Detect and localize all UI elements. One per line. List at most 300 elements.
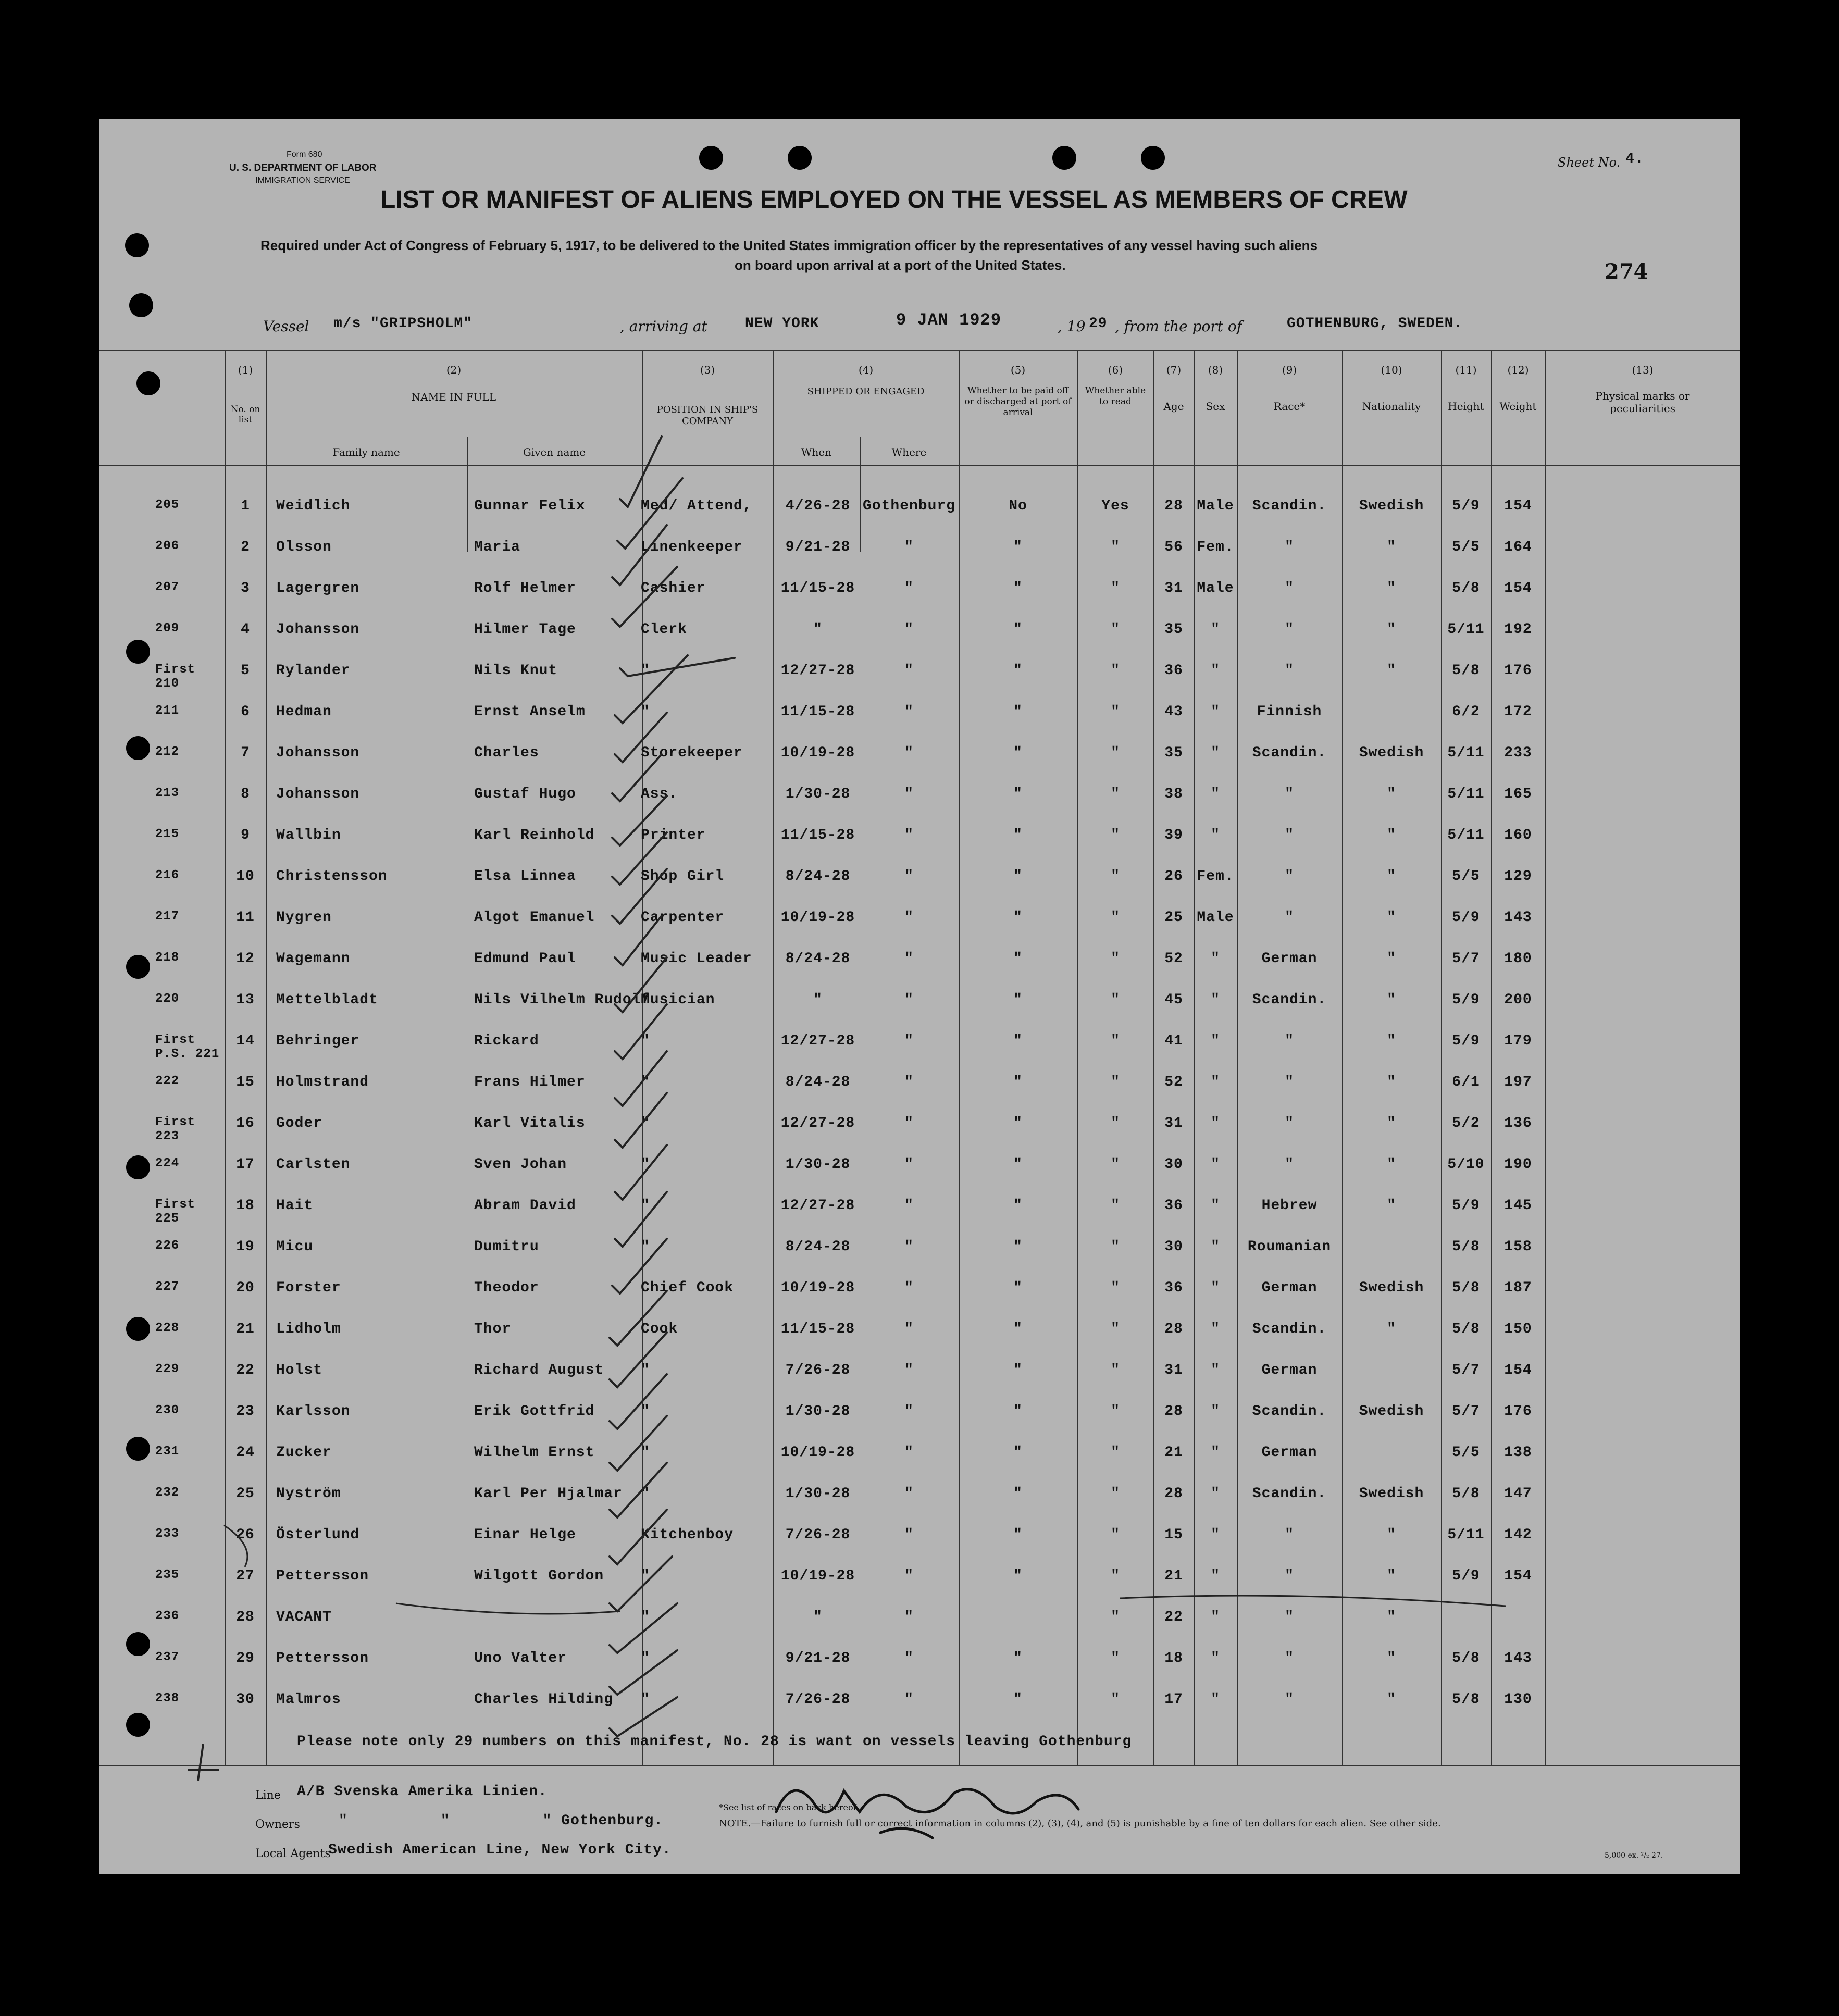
col-4a-header: When [801,446,832,458]
position: " [641,1115,650,1131]
nationality: " [1387,1074,1396,1090]
family-name: Carlsten [276,1156,351,1173]
shipped-where: " [904,1403,914,1420]
able-to-read: " [1111,704,1120,720]
weight: 165 [1504,786,1532,802]
position: Printer [641,827,706,843]
able-to-read: " [1111,1691,1120,1708]
nationality: " [1387,1033,1396,1049]
given-name: Nils Knut [474,663,558,679]
shipped-where: " [904,539,914,555]
race: " [1285,827,1294,843]
paid-off: " [1013,1527,1023,1543]
paid-off: " [1013,621,1023,638]
row-number: 23 [236,1403,255,1420]
weight: 154 [1504,1568,1532,1584]
weight: 154 [1504,498,1532,514]
position: " [641,1650,650,1666]
position: Cook [641,1321,678,1337]
weight: 154 [1504,580,1532,596]
paid-off: " [1013,1650,1023,1666]
family-name: Johansson [276,745,360,761]
row-number: 25 [236,1486,255,1502]
position: " [641,1239,650,1255]
shipped-where: " [904,1650,914,1666]
row-number: 9 [241,827,250,843]
race: " [1285,539,1294,555]
row-number: 17 [236,1156,255,1173]
height: 5/10 [1447,1156,1485,1173]
shipped-when: 7/26-28 [785,1527,851,1543]
family-name: VACANT [276,1609,332,1625]
arrival-date: 9 JAN 1929 [896,310,1002,330]
shipped-when: 8/24-28 [785,951,851,967]
age: 21 [1164,1568,1183,1584]
shipped-when: 10/19-28 [780,745,855,761]
sex: " [1211,1445,1220,1461]
nationality: " [1387,1568,1396,1584]
sex: " [1211,704,1220,720]
subtitle-line-1: Required under Act of Congress of February 5, 1917, to be delivered to the United States immigration officer by the representatives of any vessel having such aliens [260,238,1318,253]
sex: " [1211,1691,1220,1708]
given-name: Karl Reinhold [474,827,595,843]
shipped-where: " [904,951,914,967]
ref-number: 213 [155,786,180,800]
height: 5/5 [1452,539,1480,555]
age: 41 [1164,1033,1183,1049]
position: " [641,1198,650,1214]
weight: 172 [1504,704,1532,720]
family-name: Mettelbladt [276,992,378,1008]
nationality: " [1387,621,1396,638]
col-1-header: No. on list [230,404,260,425]
nationality: " [1387,910,1396,926]
height: 5/9 [1452,1198,1480,1214]
shipped-where: " [904,1239,914,1255]
shipped-where: " [904,1445,914,1461]
height: 5/11 [1447,1527,1485,1543]
height: 5/7 [1452,1403,1480,1420]
given-name: Maria [474,539,521,555]
weight: 147 [1504,1486,1532,1502]
shipped-when: 10/19-28 [780,1568,855,1584]
shipped-when: 10/19-28 [780,1445,855,1461]
col-13-number: (13) [1632,364,1654,376]
height: 5/7 [1452,951,1480,967]
family-name: Olsson [276,539,332,555]
weight: 197 [1504,1074,1532,1090]
row-number: 4 [241,621,250,638]
ref-number: 224 [155,1156,180,1171]
ref-number: 232 [155,1486,180,1500]
paid-off: " [1013,1033,1023,1049]
able-to-read: " [1111,910,1120,926]
col-1-number: (1) [238,364,253,376]
age: 26 [1164,868,1183,885]
sex: " [1211,1033,1220,1049]
height: 5/11 [1447,827,1485,843]
given-name: Richard August [474,1362,604,1378]
year-value: 29 [1089,316,1108,332]
paid-off: " [1013,1568,1023,1584]
owners-label: Owners [255,1818,300,1831]
position: " [641,1486,650,1502]
weight: 176 [1504,663,1532,679]
col-11-header: Height [1448,400,1484,413]
shipped-when: 9/21-28 [785,1650,851,1666]
height: 5/5 [1452,1445,1480,1461]
race: " [1285,1074,1294,1090]
given-name: Wilgott Gordon [474,1568,604,1584]
paid-off: " [1013,1403,1023,1420]
paid-off: " [1013,704,1023,720]
age: 25 [1164,910,1183,926]
age: 15 [1164,1527,1183,1543]
height: 5/5 [1452,868,1480,885]
col-8-header: Sex [1206,400,1225,413]
nationality: Swedish [1359,1403,1424,1420]
given-name: Rolf Helmer [474,580,576,596]
shipped-when: 7/26-28 [785,1362,851,1378]
ref-number: 233 [155,1527,180,1541]
family-name: Goder [276,1115,323,1131]
able-to-read: " [1111,1650,1120,1666]
position: " [641,1074,650,1090]
family-name: Holmstrand [276,1074,369,1090]
able-to-read: " [1111,1486,1120,1502]
row-number: 16 [236,1115,255,1131]
row-number: 3 [241,580,250,596]
arriving-label: , arriving at [620,318,707,335]
height: 5/8 [1452,1280,1480,1296]
age: 18 [1164,1650,1183,1666]
race: Scandin. [1252,745,1327,761]
family-name: Nyström [276,1486,341,1502]
shipped-when: " [813,992,823,1008]
height: 6/1 [1452,1074,1480,1090]
position: " [641,1691,650,1708]
given-name: Nils Vilhelm Rudolf [474,992,651,1008]
sex: Male [1197,910,1234,926]
position: Kitchenboy [641,1527,734,1543]
col-7-header: Age [1163,400,1184,413]
ref-number: 209 [155,621,180,636]
able-to-read: " [1111,1568,1120,1584]
weight: 233 [1504,745,1532,761]
able-to-read: " [1111,580,1120,596]
col-10-header: Nationality [1362,400,1421,413]
shipped-where: " [904,1156,914,1173]
nationality: " [1387,1198,1396,1214]
col-13-header: Physical marks or peculiarities [1595,390,1690,415]
able-to-read: " [1111,1198,1120,1214]
shipped-when: 1/30-28 [785,1156,851,1173]
able-to-read: " [1111,1362,1120,1378]
given-name: Algot Emanuel [474,910,595,926]
weight: 143 [1504,910,1532,926]
col-7-number: (7) [1166,364,1182,376]
nationality: Swedish [1359,498,1424,514]
able-to-read: " [1111,539,1120,555]
col-12-number: (12) [1507,364,1529,376]
sex: " [1211,1609,1220,1625]
row-number: 29 [236,1650,255,1666]
family-name: Holst [276,1362,323,1378]
sheet-label: Sheet No. [1558,155,1621,170]
shipped-when: 11/15-28 [780,580,855,596]
sex: " [1211,992,1220,1008]
family-name: Österlund [276,1527,360,1543]
sex: " [1211,786,1220,802]
race: " [1285,1115,1294,1131]
row-number: 15 [236,1074,255,1090]
col-11-number: (11) [1455,364,1477,376]
shipped-where: " [904,1609,914,1625]
weight: 150 [1504,1321,1532,1337]
nationality: " [1387,1156,1396,1173]
strike-lines [224,1525,1506,1614]
ref-number: 217 [155,910,180,924]
ref-number: 207 [155,580,180,594]
given-name: Frans Hilmer [474,1074,586,1090]
nationality: " [1387,992,1396,1008]
position: " [641,1445,650,1461]
family-name: Weidlich [276,498,351,514]
height: 5/9 [1452,1033,1480,1049]
family-name: Wallbin [276,827,341,843]
paid-off: " [1013,1074,1023,1090]
ref-number: 215 [155,827,180,841]
row-number: 21 [236,1321,255,1337]
paid-off: " [1013,1115,1023,1131]
shipped-where: " [904,663,914,679]
age: 28 [1164,1486,1183,1502]
arrival-port: NEW YORK [745,316,819,332]
race: German [1261,951,1318,967]
sex: " [1211,621,1220,638]
sex: " [1211,1074,1220,1090]
position: " [641,1403,650,1420]
able-to-read: " [1111,1033,1120,1049]
weight: 158 [1504,1239,1532,1255]
paid-off: " [1013,663,1023,679]
weight: 180 [1504,951,1532,967]
races-note: *See list of races on back hereof. [719,1802,859,1812]
nationality: " [1387,1115,1396,1131]
col-2a-header: Family name [332,446,400,458]
age: 28 [1164,1403,1183,1420]
nationality: Swedish [1359,745,1424,761]
ref-number: 218 [155,951,180,965]
shipped-when: 12/27-28 [780,1033,855,1049]
shipped-when: 11/15-28 [780,704,855,720]
family-name: Rylander [276,663,351,679]
ref-number: First P.S. 221 [155,1033,220,1061]
position: " [641,1568,650,1584]
shipped-when: 11/15-28 [780,1321,855,1337]
shipped-where: " [904,1527,914,1543]
position: Ass. [641,786,678,802]
position: " [641,1156,650,1173]
paid-off: " [1013,1321,1023,1337]
shipped-where: " [904,1074,914,1090]
position: " [641,1362,650,1378]
departure-port: GOTHENBURG, SWEDEN. [1287,316,1463,332]
age: 28 [1164,1321,1183,1337]
able-to-read: " [1111,1239,1120,1255]
nationality: " [1387,1609,1396,1625]
given-name: Einar Helge [474,1527,576,1543]
sex: " [1211,1568,1220,1584]
shipped-when: 12/27-28 [780,1198,855,1214]
paid-off: " [1013,1280,1023,1296]
family-name: Lagergren [276,580,360,596]
given-name: Elsa Linnea [474,868,576,885]
position: " [641,1609,650,1625]
paid-off: " [1013,1486,1023,1502]
age: 22 [1164,1609,1183,1625]
position: Storekeeper [641,745,743,761]
able-to-read: " [1111,1115,1120,1131]
col-8-number: (8) [1208,364,1223,376]
race: German [1261,1280,1318,1296]
sex: " [1211,1650,1220,1666]
race: Scandin. [1252,498,1327,514]
ref-number: 205 [155,498,180,512]
race: " [1285,910,1294,926]
ref-number: First 225 [155,1198,196,1226]
race: Scandin. [1252,1486,1327,1502]
paid-off: " [1013,868,1023,885]
manifest-note: Please note only 29 numbers on this manifest, No. 28 is want on vessels leaving Gothenburg [297,1734,1132,1750]
form-number: Form 680 [287,150,322,159]
position: Linenkeeper [641,539,743,555]
age: 35 [1164,745,1183,761]
age: 45 [1164,992,1183,1008]
col-2-number: (2) [446,364,462,376]
family-name: Hedman [276,704,332,720]
ref-number: First 210 [155,663,196,691]
weight: 143 [1504,1650,1532,1666]
row-number: 26 [236,1527,255,1543]
height: 5/7 [1452,1362,1480,1378]
paid-off: " [1013,539,1023,555]
given-name: Gunnar Felix [474,498,586,514]
col-9-header: Race* [1273,400,1306,413]
nationality: " [1387,539,1396,555]
ref-number: 235 [155,1568,180,1582]
shipped-where: " [904,1568,914,1584]
height: 5/8 [1452,580,1480,596]
given-name: Thor [474,1321,512,1337]
row-number: 28 [236,1609,255,1625]
ref-number: 222 [155,1074,180,1088]
agents-label: Local Agents [255,1847,331,1860]
height: 5/9 [1452,992,1480,1008]
race: " [1285,621,1294,638]
given-name: Gustaf Hugo [474,786,576,802]
given-name: Hilmer Tage [474,621,576,638]
shipped-when: 9/21-28 [785,539,851,555]
weight: 179 [1504,1033,1532,1049]
shipped-where: " [904,1280,914,1296]
check-marks [610,437,735,1736]
row-number: 19 [236,1239,255,1255]
given-name: Charles Hilding [474,1691,614,1708]
ref-number: 230 [155,1403,180,1417]
ref-number: 237 [155,1650,180,1664]
paid-off: " [1013,1691,1023,1708]
position: Clerk [641,621,688,638]
race: " [1285,1033,1294,1049]
shipped-when: 1/30-28 [785,786,851,802]
margin-mark [188,1744,219,1781]
nationality: " [1387,663,1396,679]
shipped-when: 8/24-28 [785,1074,851,1090]
signature [776,1789,1078,1838]
sex: " [1211,663,1220,679]
ref-number: First 223 [155,1115,196,1143]
age: 21 [1164,1445,1183,1461]
shipped-when: " [813,621,823,638]
height: 5/8 [1452,1691,1480,1708]
able-to-read: " [1111,663,1120,679]
row-number: 11 [236,910,255,926]
family-name: Forster [276,1280,341,1296]
paid-off: " [1013,1239,1023,1255]
shipped-where: " [904,910,914,926]
weight: 130 [1504,1691,1532,1708]
race: " [1285,1609,1294,1625]
able-to-read: " [1111,1156,1120,1173]
able-to-read: " [1111,992,1120,1008]
shipped-where: " [904,1486,914,1502]
col-2-header: NAME IN FULL [411,391,496,403]
shipped-when: 8/24-28 [785,868,851,885]
row-number: 6 [241,704,250,720]
height: 5/8 [1452,1486,1480,1502]
age: 36 [1164,1280,1183,1296]
col-10-number: (10) [1381,364,1402,376]
position: " [641,1033,650,1049]
col-5-number: (5) [1010,364,1026,376]
row-number: 1 [241,498,250,514]
able-to-read: " [1111,1321,1120,1337]
ref-number: 228 [155,1321,180,1335]
paid-off: " [1013,1362,1023,1378]
age: 31 [1164,1115,1183,1131]
family-name: Pettersson [276,1568,369,1584]
shipped-where: " [904,786,914,802]
col-12-header: Weight [1499,400,1537,413]
race: Roumanian [1247,1239,1332,1255]
shipped-when: 7/26-28 [785,1691,851,1708]
pen-marks [99,119,1740,1874]
height: 5/9 [1452,498,1480,514]
shipped-when: 12/27-28 [780,1115,855,1131]
weight: 145 [1504,1198,1532,1214]
sex: " [1211,1321,1220,1337]
height: 5/8 [1452,1321,1480,1337]
sex: " [1211,1198,1220,1214]
height: 5/8 [1452,1650,1480,1666]
race: " [1285,1156,1294,1173]
line-value: A/B Svenska Amerika Linien. [297,1784,548,1800]
age: 31 [1164,1362,1183,1378]
shipped-where: " [904,1033,914,1049]
col-2b-header: Given name [523,446,586,458]
shipped-when: 4/26-28 [785,498,851,514]
